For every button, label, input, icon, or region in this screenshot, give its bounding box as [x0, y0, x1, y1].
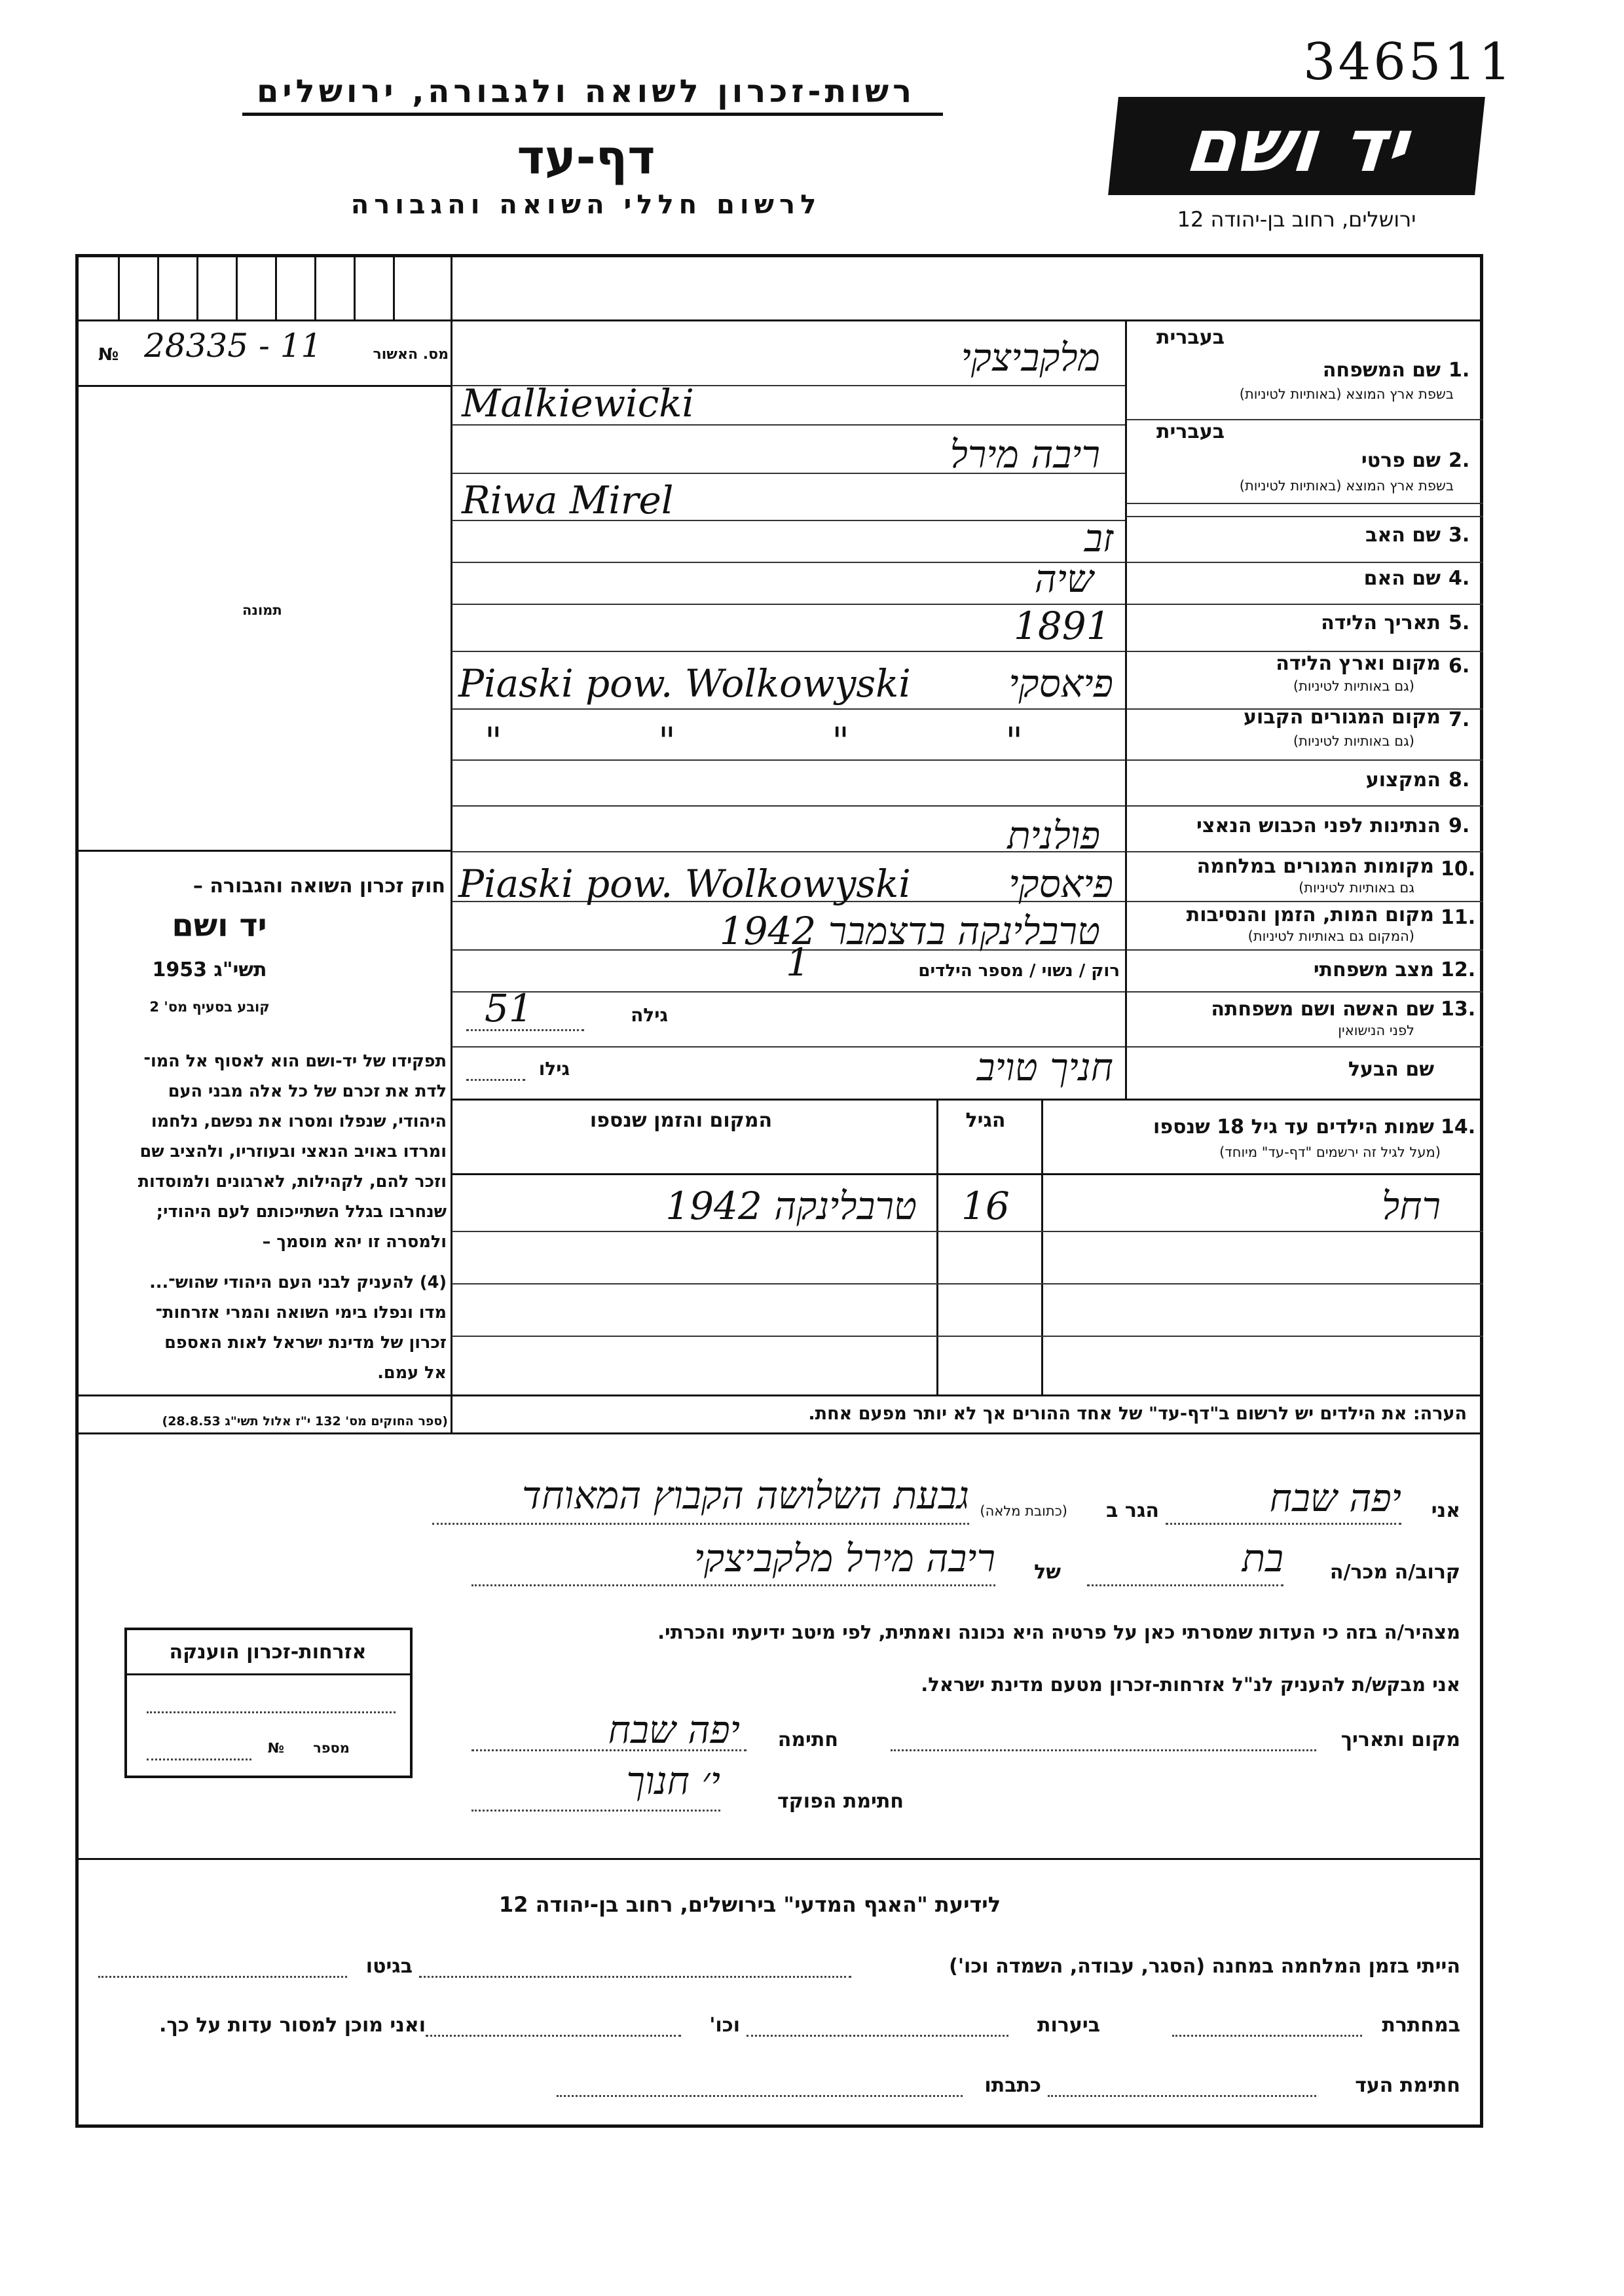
field-10-heb-value: פיאסקי — [1008, 862, 1113, 906]
field-1-heb-tag: בעברית — [1156, 326, 1225, 349]
decl-of-name: ריבה מירל מלקביצקי — [693, 1536, 995, 1580]
field-4-label: שם האם — [1363, 567, 1441, 590]
law-text-line: (4) להעניק לבני העם היהודי שהוש־... — [149, 1273, 447, 1292]
footer-line2-d: ואני מוכן למסור עדות על כך. — [159, 2014, 426, 2037]
field-11-sub: (המקום גם באותיות לטיניות) — [1247, 928, 1414, 944]
citizenship-no-symbol: № — [267, 1740, 284, 1756]
children-label: שמות הילדים עד גיל 18 שנספו — [1153, 1116, 1434, 1139]
decl-resident-label: הגר ב — [1106, 1499, 1159, 1522]
decl-of-label: של — [1034, 1561, 1061, 1584]
field-5-label: תאריך הלידה — [1321, 611, 1441, 634]
field-10-no: 10. — [1441, 858, 1476, 881]
field-6-latin-value: Piaski pow. Wolkowyski — [458, 661, 911, 706]
field-8-no: 8. — [1449, 769, 1470, 792]
decl-signature: יפה שבח — [608, 1707, 740, 1752]
footer-line2-b: ביערות — [1037, 2014, 1100, 2037]
footer-line3-b: כתבתו — [984, 2074, 1041, 2097]
law-title: חוק זכרון השואה והגבורה – — [193, 875, 445, 898]
children-sub: (מעל לגיל זה ירשמים "דף-עד" מיוחד) — [1219, 1144, 1441, 1160]
footer-line1-b: בגיטו — [365, 1955, 413, 1978]
archive-number: 346511 — [1303, 33, 1514, 92]
field-5-value: 1891 — [1014, 604, 1111, 648]
form-title: דף-עד — [517, 130, 655, 185]
decl-relation-label: קרוב/ה מכר/ה — [1329, 1561, 1460, 1584]
law-clause: קובע בסעיף מס' 2 — [149, 999, 270, 1015]
field-1-no: 1. — [1449, 359, 1470, 382]
citizenship-title: אזרחות-זכרון הוענקה — [169, 1641, 367, 1664]
law-text-line: מדו ונפלו בימי השואה והמרי אזרחות־ — [155, 1303, 447, 1322]
approval-no-symbol: № — [98, 345, 119, 365]
field-2-latin-value: Riwa Mirel — [462, 478, 674, 522]
decl-name: יפה שבח — [1269, 1476, 1401, 1520]
child-place: טרבלינקה 1942 — [665, 1184, 917, 1228]
field-6-heb-value: פיאסקי — [1008, 661, 1113, 706]
field-12-label: מצב משפחתי — [1313, 958, 1434, 981]
field-12-value: 1 — [786, 940, 810, 985]
field-12-no: 12. — [1441, 958, 1476, 981]
field-11-value: טרבלינקה בדצמבר 1942 — [719, 909, 1100, 953]
law-text-line: ומרדו באויב הנאצי ובעוזריו, ולהציב שם — [139, 1142, 447, 1161]
decl-request: אני מבקש/ת להעניק לנ"ל אזרחות-זכרון מטעם מדינת ישראל. — [921, 1673, 1460, 1696]
field-1-sub: בשפת ארץ המוצא (באותיות לטיניות) — [1239, 386, 1454, 402]
field-1-label: שם המשפחה — [1322, 359, 1441, 382]
children-no: 14. — [1441, 1116, 1476, 1139]
field-10-label: מקומות המגורים במלחמה — [1196, 855, 1434, 878]
husband-value: חניך טויב — [976, 1045, 1113, 1089]
husband-age-label: גילו — [538, 1058, 570, 1080]
field-8-label: המקצוע — [1365, 769, 1441, 792]
decl-place-date-label: מקום ותאריך — [1340, 1728, 1460, 1751]
logo-text: יד ושם — [1181, 103, 1412, 189]
field-1-heb-value: מלקביצקי — [961, 335, 1100, 380]
field-6-label: מקום וארץ הלידה — [1276, 652, 1441, 675]
footer-line3-a: חתימת העד — [1355, 2074, 1460, 2097]
decl-i-label: אני — [1431, 1499, 1460, 1522]
law-text-line: וזכר להם, לקהילות, לארגונים ולמוסדות — [138, 1172, 447, 1192]
citizenship-box — [124, 1628, 413, 1778]
law-name: יד ושם — [172, 907, 267, 944]
footer-line2-c: וכו' — [709, 2014, 740, 2037]
field-9-value: פולנית — [1007, 813, 1100, 858]
field-9-no: 9. — [1449, 814, 1470, 837]
law-text-line: תפקידו של יד-ושם הוא לאסוף אל המו־ — [143, 1051, 447, 1071]
field-13-label: שם האשה ושם משפחתה — [1211, 998, 1434, 1021]
field-13-sub: לפני הנישואין — [1338, 1023, 1414, 1038]
law-text-line: זכרון של מדינת ישראל לאות האספם — [164, 1333, 447, 1353]
decl-statement: מצהיר/ה בזה כי העדות שמסרתי כאן על פרטיה היא נכונה ואמתית, לפי מיטב ידיעתי והכרתי. — [657, 1621, 1460, 1643]
field-13-age: 51 — [485, 986, 533, 1030]
law-text-line: היהודי, שנפלו ומסרו את נפשם, נלחמו — [151, 1112, 447, 1131]
husband-label: שם הבעל — [1348, 1058, 1434, 1081]
children-col-age: הגיל — [965, 1109, 1006, 1132]
decl-signature-label: חתימה — [777, 1728, 838, 1751]
law-text-line: ולמסרה זו יהא מוסמך – — [262, 1232, 447, 1252]
approval-number: 28335 - 11 — [144, 327, 322, 365]
field-4-value: שיה — [1034, 556, 1094, 601]
law-year: תשי"ג 1953 — [152, 958, 267, 981]
field-2-heb-value: ריבה מירל — [950, 432, 1100, 477]
law-text-line: אל עמם. — [377, 1363, 447, 1383]
field-9-label: הנתינות לפני הכבוש הנאצי — [1196, 814, 1441, 837]
children-col-place: המקום והזמן שנספו — [589, 1109, 773, 1132]
field-4-no: 4. — [1449, 567, 1470, 590]
field-6-sub: (גם באותיות לטיניות) — [1293, 678, 1414, 694]
field-10-sub: גם באותיות לטיניות) — [1299, 880, 1414, 896]
field-1-latin-value: Malkiewicki — [462, 381, 694, 426]
law-source: (ספר החוקים מס' 132 י"ז אלול תשי"ג 28.8.53) — [162, 1414, 448, 1429]
form-subtitle: לרשום חללי השואה והגבורה — [350, 190, 822, 220]
field-7-value: " " " " — [485, 719, 1024, 763]
field-7-no: 7. — [1449, 708, 1470, 731]
law-text-line: שנחרבו בגלל השתייכותם לעם היהודי; — [156, 1202, 447, 1222]
decl-officer-signature: י׳ חנוך — [626, 1758, 720, 1803]
decl-full-address-label: (כתובת מלאה) — [980, 1503, 1067, 1519]
field-7-label: מקום המגורים הקבוע — [1244, 706, 1441, 729]
field-7-sub: (גם באותיות לטיניות) — [1293, 733, 1414, 749]
child-name: רחל — [1382, 1184, 1441, 1228]
address: ירושלים, רחוב בן-יהודה 12 — [1177, 207, 1416, 232]
citizenship-number-label: מספר — [313, 1740, 350, 1756]
field-5-no: 5. — [1449, 611, 1470, 634]
footer-title: לידיעת "האגף המדעי" בירושלים, רחוב בן-יהודה 12 — [498, 1892, 1001, 1917]
field-13-age-label: גילה — [631, 1004, 668, 1026]
field-2-heb-tag: בעברית — [1156, 420, 1225, 443]
field-2-sub: בשפת ארץ המוצא (באותיות לטיניות) — [1239, 478, 1454, 494]
field-10-latin-value: Piaski pow. Wolkowyski — [458, 862, 911, 906]
field-11-no: 11. — [1441, 906, 1476, 929]
note: הערה: את הילדים יש לרשום ב"דף-עד" של אחד ההורים אך לא יותר מפעם אחת. — [808, 1404, 1467, 1424]
field-3-value: זב — [1084, 516, 1113, 560]
field-6-no: 6. — [1449, 655, 1470, 678]
footer-line2-a: במחתרת — [1382, 2014, 1460, 2037]
field-11-label: מקום המות, הזמן והנסיבות — [1186, 903, 1434, 926]
decl-address: גבעת השלושה הקבוץ המאוחד — [522, 1473, 969, 1518]
decl-officer-label: חתימת הפוקד — [777, 1790, 904, 1813]
child-age: 16 — [961, 1184, 1010, 1228]
photo-label: תמונה — [242, 602, 282, 618]
institution-title: רשות-זכרון לשואה ולגבורה, ירושלים — [256, 73, 916, 110]
field-13-no: 13. — [1441, 998, 1476, 1021]
field-12-extra: רוק / נשוי / מספר הילדים — [918, 961, 1120, 981]
footer-line1-a: הייתי בזמן המלחמה במחנה (הסגר, עבודה, השמדה וכו') — [949, 1955, 1460, 1978]
field-2-no: 2. — [1449, 449, 1470, 472]
approval-label: מס. האשור — [373, 346, 449, 363]
field-2-label: שם פרטי — [1361, 449, 1441, 472]
law-text-line: לדת את זכרם של כל אלה מבני העם — [168, 1082, 447, 1101]
field-3-label: שם האב — [1365, 524, 1441, 547]
decl-relation: בת — [1242, 1536, 1283, 1580]
field-3-no: 3. — [1449, 524, 1470, 547]
